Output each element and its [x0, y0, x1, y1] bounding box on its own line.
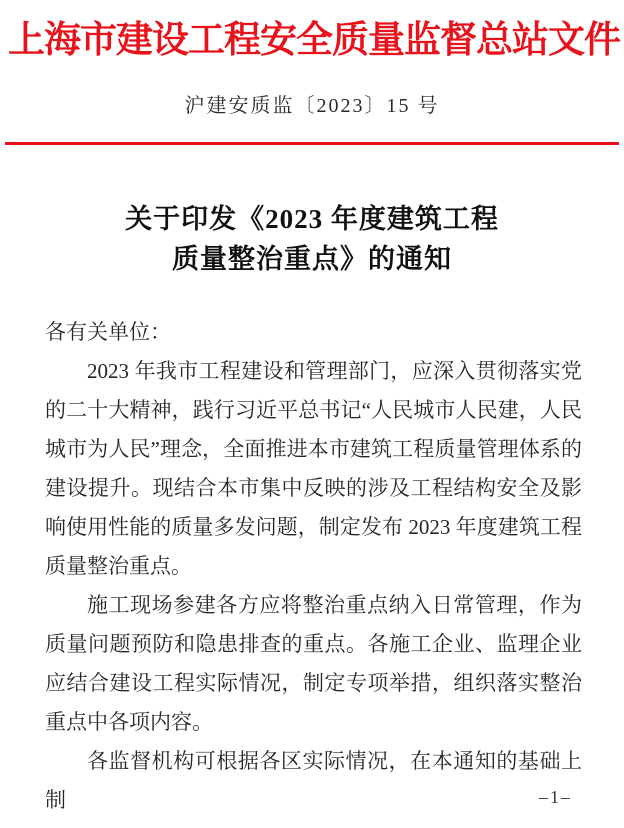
body-paragraph-1: 2023 年我市工程建设和管理部门，应深入贯彻落实党的二十大精神，践行习近平总书记“人民城市人民建，人民城市为人民”理念，全面推进本市建筑工程质量管理体系的建设提升。现结合本市集中反映的涉及工程结构安全及影响使用性能的质量多发问题，制定发布 2023 年度建筑工程质量整治重点。 [45, 359, 582, 579]
notice-title-line-2: 质量整治重点》的通知 [172, 244, 452, 275]
body-paragraph-2: 施工现场参建各方应将整治重点纳入日常管理，作为质量问题预防和隐患排查的重点。各施工企业、监理企业应结合建设工程实际情况，制定专项举措，组织落实整治重点中各项内容。 [45, 593, 582, 735]
salutation: 各有关单位： [45, 320, 171, 345]
red-divider-rule [5, 142, 619, 145]
notice-title [0, 199, 624, 279]
document-body [45, 313, 582, 820]
notice-title-line-1: 关于印发《2023 年度建筑工程 [125, 204, 499, 235]
agency-header-title: 上海市建设工程安全质量监督总站文件 [8, 20, 620, 61]
body-paragraph-3: 各监督机构可根据各区实际情况，在本通知的基础上制 [45, 749, 582, 813]
document-number: 沪建安质监〔2023〕15 号 [184, 95, 440, 118]
page-number: –1– [539, 787, 572, 807]
